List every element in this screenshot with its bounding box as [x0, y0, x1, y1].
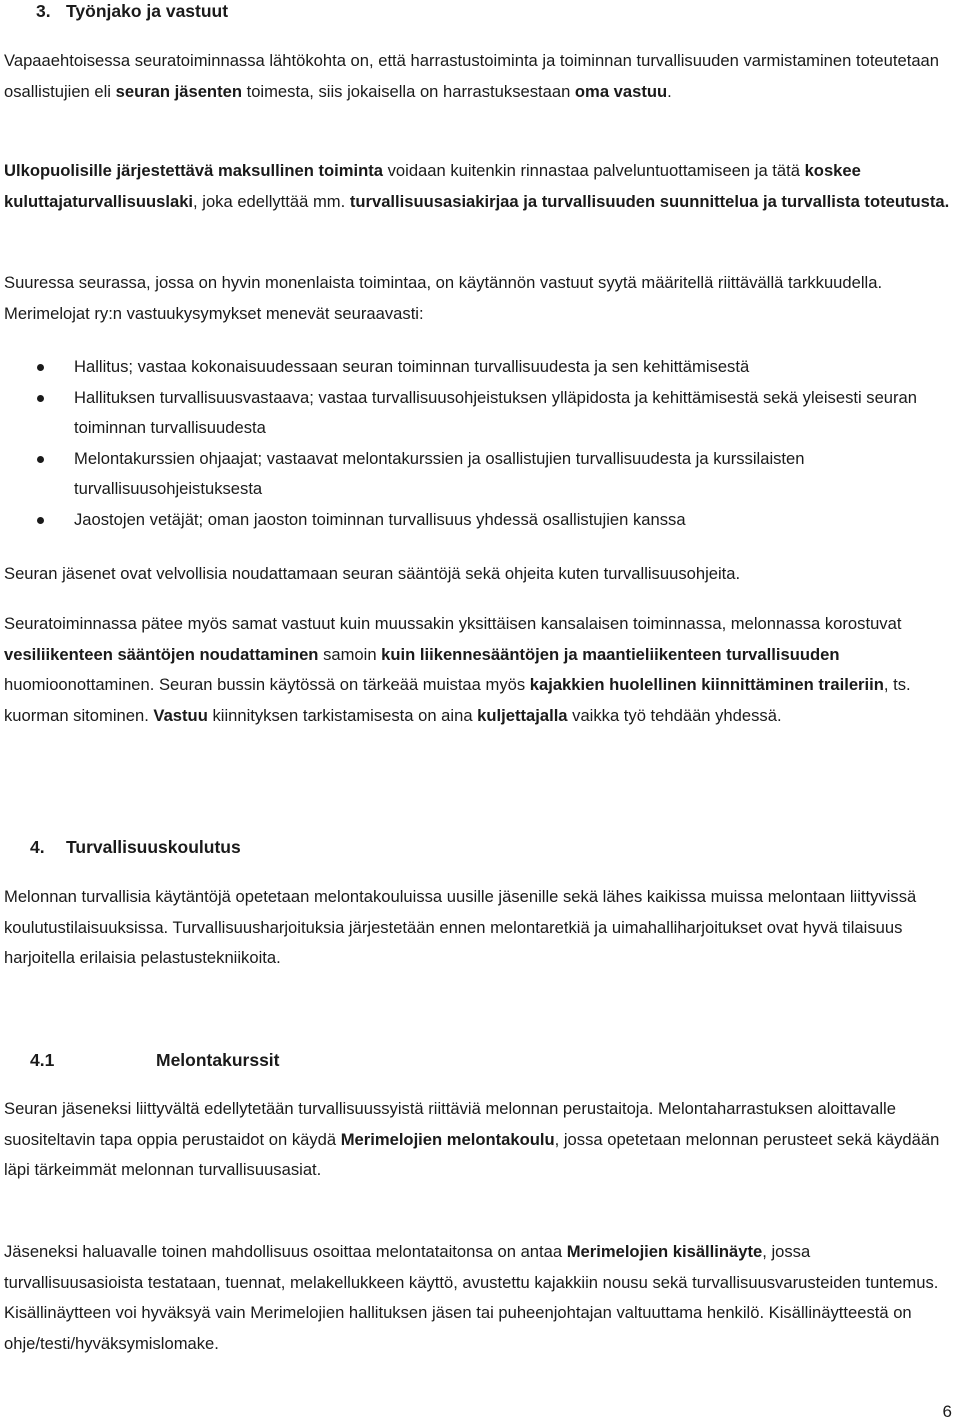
bold-run: koskee kuluttajaturvallisuuslaki — [4, 161, 861, 211]
text-run: vaikka työ tehdään yhdessä. — [567, 705, 782, 725]
list-item — [0, 505, 955, 536]
section-3-paragraph-5 — [4, 609, 954, 731]
section-3-paragraph-1 — [4, 46, 954, 107]
bold-run: vesiliikenteen sääntöjen noudattaminen — [4, 644, 319, 664]
bold-run: kajakkien huolellinen kiinnittäminen traileriin — [529, 675, 884, 694]
text-run: , ts. kuorman sitominen. — [4, 675, 911, 725]
list-item — [0, 352, 955, 383]
bold-run: oma vastuu — [574, 81, 668, 101]
bold-run: Merimelojien kisällinäyte — [566, 1242, 763, 1261]
section-4-1-number: 4.1 — [30, 1050, 55, 1070]
text-run: toimesta, siis jokaisella on harrastuksestaan — [241, 81, 575, 101]
bullet-icon — [37, 456, 44, 463]
text-run: huomioonottaminen. Seuran bussin käytössä on tärkeää muistaa myös — [4, 675, 530, 694]
text-run: , joka edellyttää mm. — [193, 191, 350, 211]
text-run: , jossa turvallisuusasioista testataan, tuennat, melakellukkeen käyttö, avustettu kajakkiin nousu sekä turvallisuusvarusteiden tuntemus. Kisällinäytteen voi hyväksyä vain Merimelojien hallituksen jäsen tai puheenjohtajan valtuuttama henkilö. Kisällinäytteestä on ohje/testi/hyväksymislomake. — [4, 1242, 939, 1353]
section-3-number: 3. — [36, 1, 51, 21]
bold-run: Vastuu — [153, 705, 208, 725]
list-item-text: Melontakurssien ohjaajat; vastaavat melontakurssien ja osallistujien turvallisuudesta ja kurssilaisten turvallisuusohjeistuksesta — [74, 448, 805, 498]
bullet-icon — [37, 364, 44, 371]
list-item-text: Hallituksen turvallisuusvastaava; vastaa turvallisuusohjeistuksen ylläpidosta ja kehittämisestä sekä yleisesti seuran toiminnan turvallisuudesta — [74, 387, 918, 437]
bold-run: kuljettajalla — [477, 705, 568, 725]
section-4-1-heading — [30, 1049, 280, 1071]
text-run: kiinnityksen tarkistamisesta on aina — [207, 705, 478, 725]
list-item-text: Jaostojen vetäjät; oman jaoston toiminnan turvallisuus yhdessä osallistujien kanssa — [74, 509, 686, 529]
section-3-heading — [36, 0, 228, 22]
responsibility-list — [0, 352, 955, 535]
list-item — [0, 444, 955, 505]
text-run: voidaan kuitenkin rinnastaa palveluntuottamiseen ja tätä — [383, 161, 805, 180]
section-3-paragraph-2 — [4, 156, 954, 217]
section-4-title: Turvallisuuskoulutus — [66, 837, 241, 857]
section-4-1-paragraph-1 — [4, 1094, 954, 1186]
section-4-heading — [30, 836, 241, 858]
section-4-number: 4. — [30, 837, 45, 857]
section-3-paragraph-4: Seuran jäsenet ovat velvollisia noudattamaan seuran sääntöjä sekä ohjeita kuten turvallisuusohjeita. — [4, 564, 741, 583]
page-number: 6 — [942, 1402, 952, 1421]
text-run: Vapaaehtoisessa seuratoiminnassa lähtökohta on, että harrastustoiminta ja toiminnan turvallisuuden varmistaminen toteutetaan osallistujien eli — [4, 51, 940, 101]
section-4-1-title: Melontakurssit — [156, 1050, 280, 1070]
bold-run: Merimelojien melontakoulu — [340, 1129, 555, 1149]
text-run: . — [667, 81, 672, 101]
section-3-title: Työnjako ja vastuut — [66, 1, 229, 21]
text-run: Seuran jäseneksi liittyvältä edellytetään turvallisuussyistä riittäviä melonnan perustaitoja. Melontaharrastuksen aloittavalle suositeltavin tapa oppia perustaidot on käydä — [4, 1099, 896, 1149]
bullet-icon — [37, 395, 44, 402]
bold-run: turvallisuusasiakirjaa ja turvallisuuden suunnittelua ja turvallista toteutusta. — [349, 191, 950, 211]
bold-run: Ulkopuolisille järjestettävä maksullinen toiminta — [4, 161, 383, 180]
bold-run: kuin liikennesääntöjen ja maantieliikenteen turvallisuuden — [381, 644, 840, 664]
section-4-1-paragraph-2 — [4, 1237, 954, 1359]
text-run: , jossa opetetaan melonnan perusteet sekä käydään läpi tärkeimmät melonnan turvallisuusasiat. — [4, 1129, 940, 1179]
section-3-paragraph-3: Suuressa seurassa, jossa on hyvin monenlaista toimintaa, on käytännön vastuut syytä määritellä riittävällä tarkkuudella. Merimelojat ry:n vastuukysymykset menevät seuraavasti: — [4, 273, 883, 323]
text-run: samoin — [318, 644, 382, 664]
list-item — [0, 383, 955, 444]
text-run: Jäseneksi haluavalle toinen mahdollisuus osoittaa melontataitonsa on antaa — [4, 1242, 567, 1261]
text-run: Seuratoiminnassa pätee myös samat vastuut kuin muussakin yksittäisen kansalaisen toiminnassa, melonnassa korostuvat — [4, 614, 902, 633]
bold-run: seuran jäsenten — [115, 81, 242, 101]
section-4-paragraph-1: Melonnan turvallisia käytäntöjä opetetaan melontakouluissa uusille jäsenille sekä lähes kaikissa muissa melontaan liittyvissä koulutustilaisuuksissa. Turvallisuusharjoituksia järjestetään ennen melontaretkiä ja uimahalliharjoitukset ovat hyvä tilaisuus harjoitella erilaisia pelastustekniikoita. — [4, 887, 917, 967]
bullet-icon — [37, 517, 44, 524]
list-item-text: Hallitus; vastaa kokonaisuudessaan seuran toiminnan turvallisuudesta ja sen kehittämisestä — [74, 357, 750, 376]
